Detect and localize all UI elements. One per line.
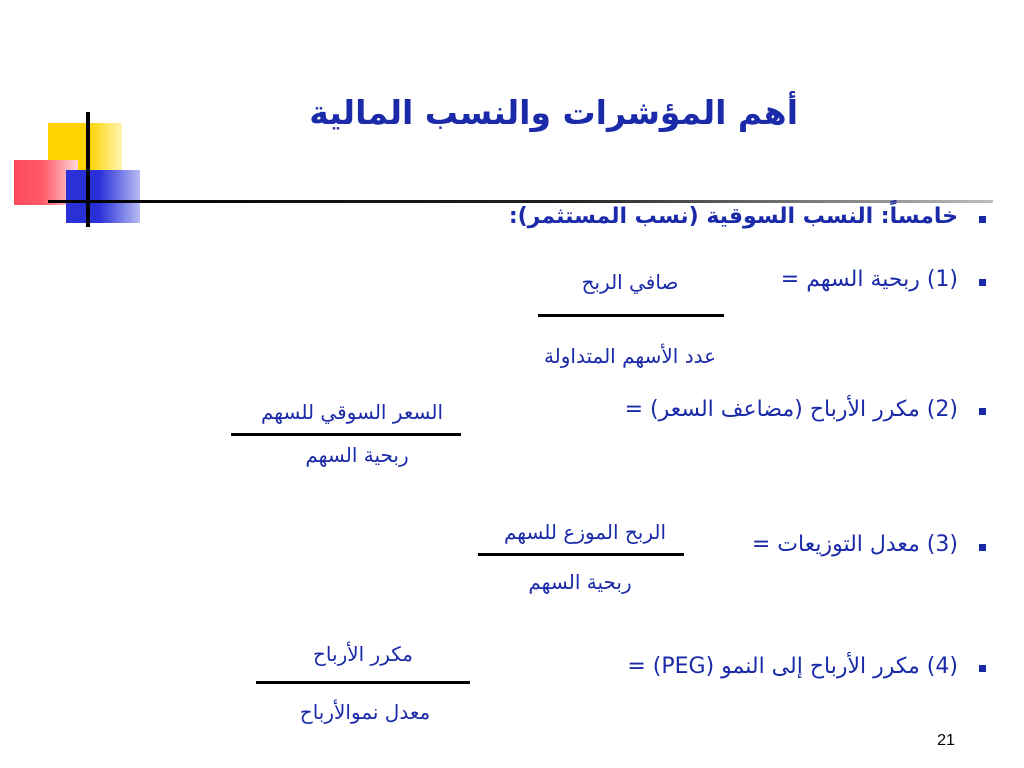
slide-title: أهم المؤشرات والنسب المالية	[309, 93, 798, 132]
bullet-icon	[979, 216, 986, 223]
formula-4-numerator: مكرر الأرباح	[313, 642, 413, 666]
formula-3-label: (3) معدل التوزيعات =	[751, 532, 958, 557]
bullet-icon	[979, 665, 986, 672]
formula-2-fraction-bar	[231, 433, 461, 436]
formula-2-denominator: ربحية السهم	[305, 443, 409, 467]
formula-4-fraction-bar	[256, 681, 470, 684]
formula-1-label: (1) ربحية السهم =	[780, 267, 958, 292]
bullet-icon	[979, 408, 986, 415]
formula-4-denominator: معدل نموالأرباح	[299, 700, 431, 724]
formula-2-numerator: السعر السوقي للسهم	[260, 400, 444, 424]
decorative-vertical-rule	[86, 112, 90, 227]
bullet-icon	[979, 544, 986, 551]
formula-3-numerator: الربح الموزع للسهم	[503, 520, 667, 544]
section-heading: خامساً: النسب السوقية (نسب المستثمر):	[508, 204, 958, 229]
formula-1-numerator: صافي الربح	[581, 270, 679, 294]
formula-1-fraction-bar	[538, 314, 724, 317]
formula-3-fraction-bar	[478, 553, 684, 556]
decorative-blue-square	[66, 170, 140, 223]
formula-3-denominator: ربحية السهم	[528, 570, 632, 594]
formula-1-denominator: عدد الأسهم المتداولة	[543, 344, 717, 368]
formula-2-label: (2) مكرر الأرباح (مضاعف السعر) =	[624, 397, 958, 422]
page-number: 21	[937, 732, 955, 749]
formula-4-label: (4) مكرر الأرباح إلى النمو (PEG) =	[627, 654, 958, 679]
bullet-icon	[979, 279, 986, 286]
